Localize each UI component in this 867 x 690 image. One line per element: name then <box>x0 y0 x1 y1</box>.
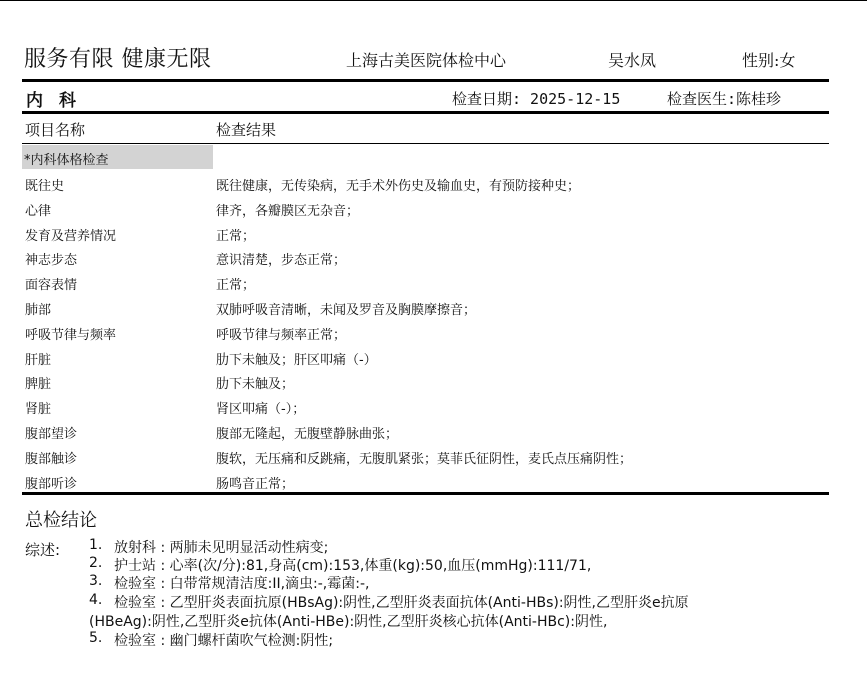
table-row <box>0 444 867 469</box>
summary-item-number: 4. <box>89 592 103 608</box>
table-row <box>0 295 867 320</box>
summary-item-number: 1. <box>89 537 103 553</box>
summary-label: 综述: <box>25 541 61 559</box>
table-row <box>0 171 867 196</box>
column-header-result: 检查结果 <box>216 121 277 139</box>
row-item: 腹部望诊 <box>25 426 78 442</box>
exam-doctor: 检查医生:陈桂珍 <box>667 90 782 108</box>
slogan: 服务有限 健康无限 <box>24 47 212 72</box>
row-item: 肝脏 <box>25 352 52 368</box>
column-header-divider <box>22 143 829 144</box>
row-item: 腹部听诊 <box>25 476 78 492</box>
table-row <box>0 196 867 221</box>
table-bottom-divider <box>22 492 829 495</box>
row-item: 心律 <box>25 203 52 219</box>
department-divider <box>22 111 829 114</box>
row-item: 神志步态 <box>25 253 78 269</box>
row-item: 发育及营养情况 <box>25 228 117 244</box>
patient-gender: 性别:女 <box>742 51 796 70</box>
row-result: 腹软，无压痛和反跳痛，无腹肌紧张；莫菲氏征阴性，麦氏点压痛阴性； <box>216 451 633 467</box>
row-result: 正常； <box>216 278 256 294</box>
top-border <box>0 0 867 1</box>
summary-item-number: 5. <box>89 630 103 646</box>
table-row <box>0 394 867 419</box>
summary-item-number: 2. <box>89 555 103 571</box>
row-item: 肺部 <box>25 302 52 318</box>
summary-item-text: 护士站 : 心率(次/分):81,身高(cm):153,体重(kg):50,血压(mmHg):111/71, <box>114 558 592 574</box>
table-row <box>0 469 867 494</box>
exam-date: 检查日期: 2025-12-15 <box>452 90 621 108</box>
department-name: 内科 <box>26 91 92 111</box>
row-result: 呼吸节律与频率正常； <box>216 327 347 343</box>
row-result: 既往健康，无传染病，无手术外伤史及输血史，有预防接种史； <box>216 179 581 194</box>
table-row <box>0 419 867 444</box>
summary-item-text: 检验室 : 白带常规清洁度:II,滴虫:-,霉菌:-, <box>114 576 370 592</box>
table-row <box>0 320 867 345</box>
row-result: 腹部无隆起，无腹壁静脉曲张； <box>216 426 399 442</box>
table-row <box>0 221 867 246</box>
row-result: 肋下未触及； <box>216 377 295 393</box>
row-result: 双肺呼吸音清晰，未闻及罗音及胸膜摩擦音； <box>216 302 477 318</box>
summary-item-text: 检验室 : 乙型肝炎表面抗原(HBsAg):阴性,乙型肝炎表面抗体(Anti-HBs):阴性,乙型肝炎e抗原 <box>114 595 689 611</box>
row-result: 肾区叩痛（-）； <box>216 402 306 418</box>
row-item: 既往史 <box>25 179 65 194</box>
table-row <box>0 345 867 370</box>
row-item: 呼吸节律与频率 <box>25 327 117 343</box>
section-title: *内科体格检查 <box>24 153 109 168</box>
header-divider <box>22 79 829 82</box>
summary-item-number: 3. <box>89 573 103 589</box>
row-item: 腹部触诊 <box>25 451 78 467</box>
summary-item-text: 检验室 : 幽门螺杆菌吹气检测:阴性; <box>114 633 334 649</box>
summary-title: 总检结论 <box>25 510 97 531</box>
row-result: 肋下未触及；肝区叩痛（-） <box>216 352 377 368</box>
table-row <box>0 270 867 295</box>
row-item: 面容表情 <box>25 278 78 294</box>
patient-name: 吴水凤 <box>608 51 657 70</box>
row-result: 正常； <box>216 228 256 244</box>
row-result: 律齐，各瓣膜区无杂音； <box>216 203 360 219</box>
center-name: 上海古美医院体检中心 <box>346 51 507 70</box>
summary-item-text: 放射科 : 两肺未见明显活动性病变; <box>114 540 329 556</box>
table-row <box>0 369 867 394</box>
row-item: 脾脏 <box>25 377 52 393</box>
row-result: 肠鸣音正常； <box>216 476 295 492</box>
row-result: 意识清楚，步态正常； <box>216 253 347 269</box>
table-row <box>0 245 867 270</box>
exam-table <box>0 171 867 493</box>
row-item: 肾脏 <box>25 402 52 418</box>
column-header-item: 项目名称 <box>25 121 86 139</box>
summary-item-text: (HBeAg):阴性,乙型肝炎e抗体(Anti-HBe):阴性,乙型肝炎核心抗体(Anti-HBc):阴性, <box>89 614 608 630</box>
